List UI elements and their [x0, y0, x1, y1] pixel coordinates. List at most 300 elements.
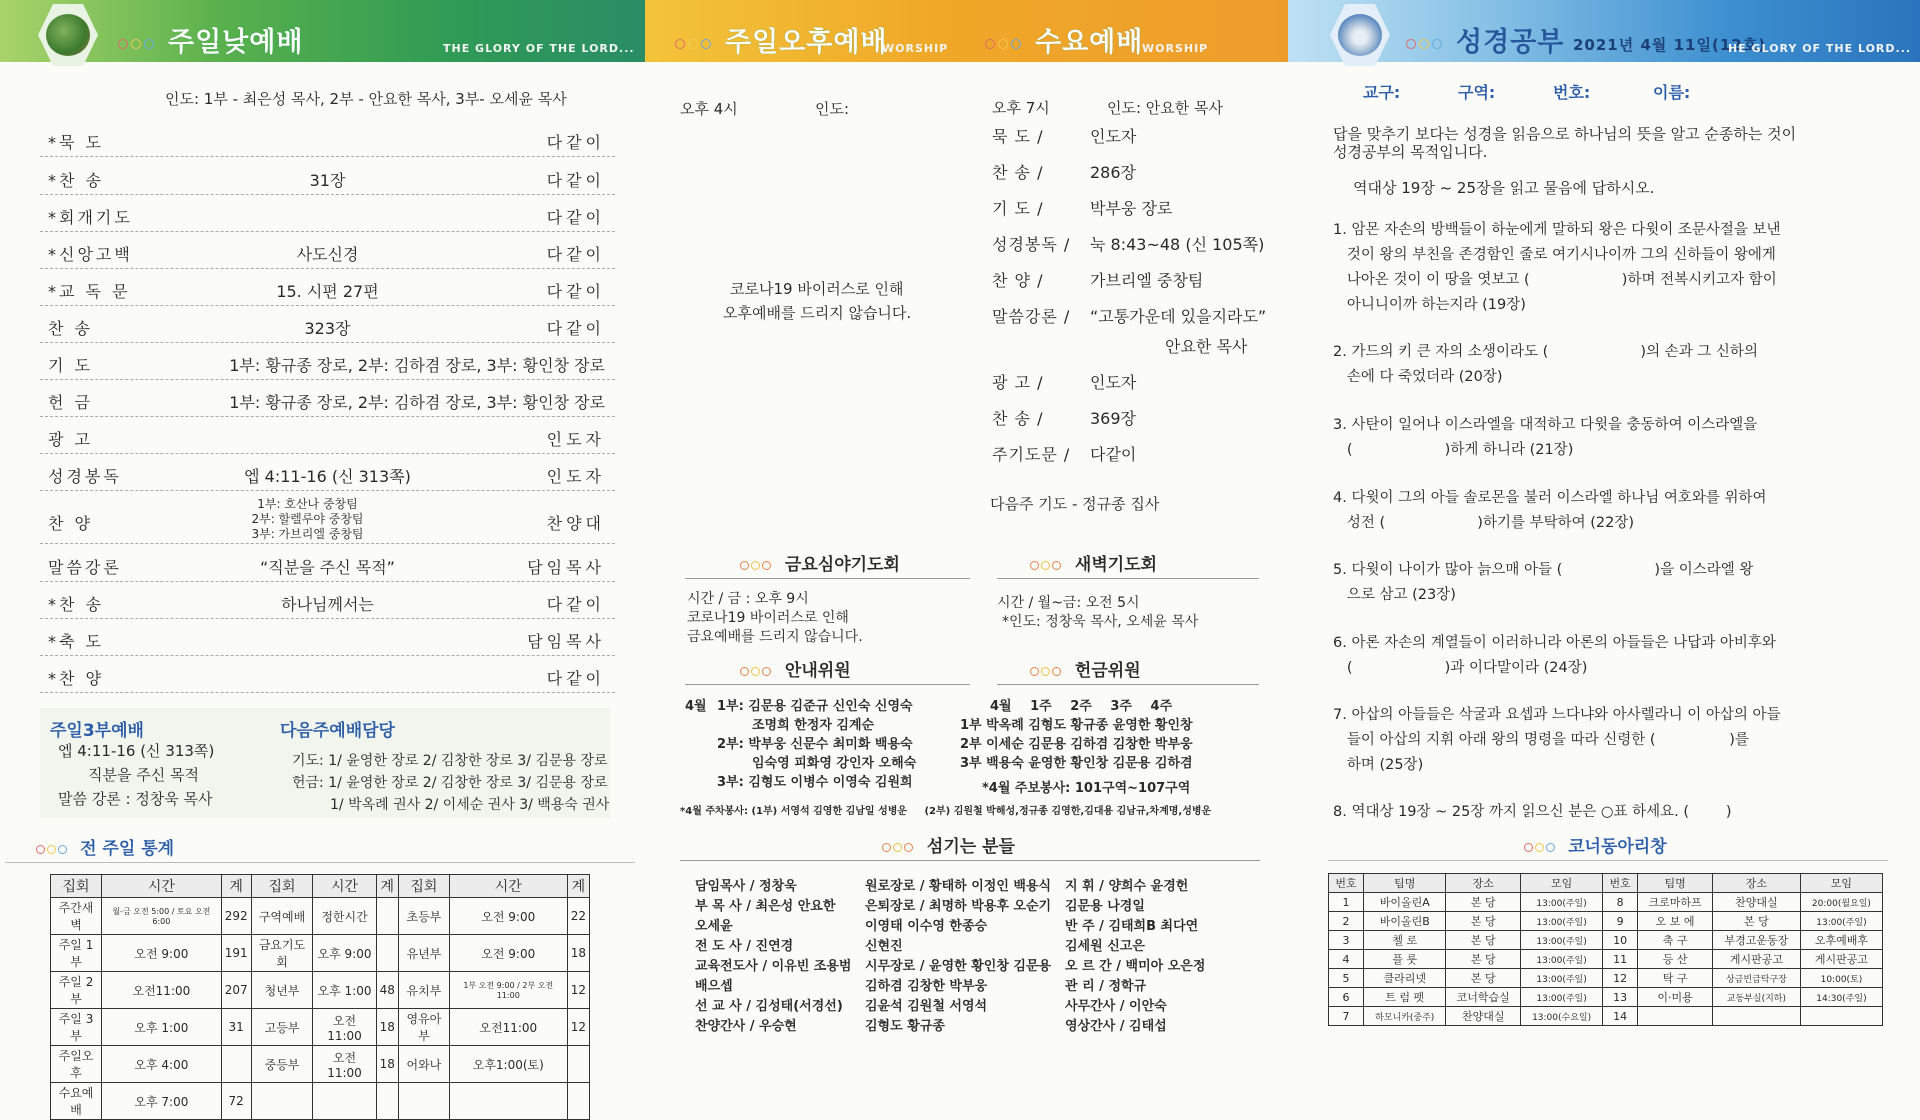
choir-heading — [1524, 832, 1667, 857]
table-cell: 본 당 — [1446, 912, 1521, 931]
bible-study-title: 성경공부 — [1456, 27, 1565, 58]
decorative-dots-icon — [675, 34, 714, 44]
table-cell: 중등부 — [251, 1046, 313, 1083]
offering-heading — [1030, 656, 1141, 681]
table-header-cell: 시간 — [449, 875, 567, 898]
table-cell: 주일 1부 — [51, 935, 102, 972]
table-cell: 11 — [1603, 950, 1638, 969]
worship-item-leader: 담임목사 — [527, 632, 605, 651]
table-cell: 7 — [1329, 1007, 1364, 1026]
divider — [997, 684, 1259, 685]
worship-item-leader: 다같이 — [546, 245, 605, 264]
decorative-dots-icon — [1406, 34, 1445, 44]
table-header-cell: 집회 — [398, 875, 449, 898]
table-header-cell: 집회 — [251, 875, 313, 898]
table-cell: 오전11:00 — [449, 1009, 567, 1046]
table-header-cell: 계 — [376, 875, 398, 898]
friday-time: 시간 / 금 : 오후 9시 — [687, 591, 809, 607]
divider — [685, 578, 970, 579]
afternoon-worship-banner — [645, 0, 1288, 62]
worship-item-content: 1부: 황규종 장로, 2부: 김하겸 장로, 3부: 황인창 장로 — [229, 356, 605, 375]
afternoon-leader: 인도: — [815, 100, 850, 118]
bible-study-banner — [1288, 0, 1920, 62]
student-field-label: 이름: — [1653, 83, 1691, 102]
afternoon-notice-2: 오후예배를 드리지 않습니다. — [723, 304, 912, 322]
table-cell: 트 럼 펫 — [1364, 988, 1446, 1007]
wednesday-item-label: 찬 송 / — [992, 409, 1044, 428]
table-cell: 오후예배후 — [1800, 931, 1882, 950]
wednesday-item-value: 눅 8:43~48 (신 105쪽) — [1090, 235, 1265, 254]
table-cell: 주일 2부 — [51, 972, 102, 1009]
worship-item-leader: 다같이 — [546, 282, 605, 301]
table-cell — [1800, 1007, 1882, 1026]
banner-subtitle: THE GLORY OF THE LORD... — [443, 42, 635, 55]
decorative-dots-icon — [740, 555, 773, 575]
guide-line-4: 임숙영 피화영 강인자 오해숙 — [752, 756, 917, 771]
choir-title: 코너동아리창 — [1568, 837, 1667, 857]
question: 3. 사탄이 일어나 이스라엘을 대적하고 다윗을 충동하여 이스라엘을 ( )하게 하니라 (21장) — [1333, 417, 1758, 458]
sunday-worship-banner — [0, 0, 645, 62]
worship-row — [40, 345, 615, 380]
table-cell: 주일오후 — [51, 1046, 102, 1083]
table-header-cell: 장소 — [1712, 874, 1800, 893]
worship-item-leader: 다같이 — [546, 595, 605, 614]
service-leaders: 인도: 1부 - 최은성 목사, 2부 - 안요한 목사, 3부- 오세윤 목사 — [165, 90, 567, 108]
table-row — [1329, 988, 1883, 1007]
worship-item-content: 엡 4:11-16 (신 313쪽) — [244, 467, 411, 486]
table-cell — [376, 935, 398, 972]
third-service-scripture: 엡 4:11-16 (신 313쪽) — [58, 742, 215, 760]
table-cell: 1부 오전 9:00 / 2부 오전 11:00 — [449, 972, 567, 1009]
worship-item-label: 광 고 — [48, 430, 93, 449]
table-cell: 13:00(주일) — [1521, 950, 1603, 969]
table-header-cell: 시간 — [313, 875, 376, 898]
worship-item-content: 323장 — [304, 319, 351, 338]
table-cell: 13:00(주일) — [1800, 912, 1882, 931]
table-header-cell: 계 — [221, 875, 251, 898]
worship-item-leader: 인도자 — [546, 430, 605, 449]
table-cell — [567, 1083, 589, 1120]
stats-title: 전 주일 통계 — [80, 839, 175, 859]
table-cell — [449, 1083, 567, 1120]
worship-item-label: *교 독 문 — [48, 282, 131, 301]
table-cell: 교동부실(지하) — [1712, 988, 1800, 1007]
table-cell: 207 — [221, 972, 251, 1009]
table-cell: 본 당 — [1446, 893, 1521, 912]
worship-tag: WORSHIP — [882, 42, 949, 55]
afternoon-time: 오후 4시 — [680, 100, 738, 118]
table-row — [51, 1009, 590, 1046]
wednesday-item-value: 박부웅 장로 — [1090, 199, 1173, 218]
guide-month: 4월 — [685, 699, 707, 714]
wednesday-item-value: 인도자 — [1090, 373, 1137, 392]
table-cell — [251, 1083, 313, 1120]
table-cell: 48 — [376, 972, 398, 1009]
table-cell: 오전11:00 — [102, 972, 222, 1009]
servant-line: 시무장로 / 윤영한 황인창 김문용 — [865, 959, 1052, 974]
offering-header: 4월 1주 2주 3주 4주 — [990, 699, 1173, 714]
table-cell: 8 — [1603, 893, 1638, 912]
servant-line: 반 주 / 김태희B 최다연 — [1065, 919, 1199, 934]
wednesday-item-label: 말씀강론 / — [992, 307, 1071, 326]
next-week-offering: 헌금: 1/ 윤영한 장로 2/ 김창한 장로 3/ 김문용 장로 — [292, 775, 608, 791]
servant-line: 사무간사 / 이안숙 — [1065, 999, 1167, 1014]
decorative-dots-icon — [1524, 837, 1557, 856]
table-cell: 오전11:00 — [313, 1046, 376, 1083]
wednesday-item-label: 기 도 / — [992, 199, 1044, 218]
parking-service: *4월 주차봉사: (1부) 서영석 김영한 김남일 성병운 (2부) 김원철 박해성,정규종 김영한,김대용 김남규,차계명,성병운 — [680, 806, 1212, 817]
worship-item-content: 31장 — [309, 171, 346, 190]
table-cell: 오전 9:00 — [449, 898, 567, 935]
table-cell: 6 — [1329, 988, 1364, 1007]
table-cell — [376, 1083, 398, 1120]
bulletin-service: *4월 주보봉사: 101구역~107구역 — [982, 781, 1191, 796]
wednesday-item-value: 인도자 — [1090, 127, 1137, 146]
worship-item-label: 찬 송 — [48, 319, 93, 338]
table-cell: 본 당 — [1446, 969, 1521, 988]
table-cell: 18 — [567, 935, 589, 972]
table-cell: 찬양대실 — [1446, 1007, 1521, 1026]
bible-study-column — [1288, 0, 1920, 1061]
worship-item-leader: 다같이 — [546, 171, 605, 190]
table-cell: 오후 7:00 — [102, 1083, 222, 1120]
question: 4. 다윗이 그의 아들 솔로몬을 불러 이스라엘 하나님 여호와를 위하여 성전 ( )하기를 부탁하여 (22장) — [1333, 490, 1767, 531]
worship-item-content: “직분을 주신 목적” — [260, 558, 395, 577]
worship-row — [40, 271, 615, 306]
table-cell: 초등부 — [398, 898, 449, 935]
worship-item-label: 기 도 — [48, 356, 93, 375]
servant-line: 영상간사 / 김태섭 — [1065, 1019, 1167, 1034]
table-cell: 등 산 — [1638, 950, 1713, 969]
table-cell: 12 — [567, 972, 589, 1009]
table-cell — [376, 898, 398, 935]
decorative-dots-icon — [1030, 555, 1063, 575]
servant-line: 선 교 사 / 김성태(서경선) — [695, 999, 843, 1014]
table-cell: 31 — [221, 1009, 251, 1046]
offering-line-2: 2부 이세순 김문용 김하겸 김창한 박부웅 — [960, 737, 1193, 752]
worship-item-label: 말씀강론 — [48, 558, 122, 577]
table-cell: 수요예배 — [51, 1083, 102, 1120]
worship-item-leader: 다같이 — [546, 133, 605, 152]
servant-line: 찬양간사 / 우승현 — [695, 1019, 797, 1034]
table-cell: 오전 9:00 — [102, 935, 222, 972]
worship-item-leader: 다같이 — [546, 319, 605, 338]
third-service-preacher: 말씀 강론 : 정창욱 목사 — [58, 790, 213, 808]
worship-item-label: 헌 금 — [48, 393, 93, 412]
wednesday-item-value: 369장 — [1090, 409, 1136, 428]
servant-line: 원로장로 / 황태하 이정인 백용식 — [865, 879, 1052, 894]
sunday-worship-column — [0, 0, 645, 1117]
worship-item-content: 1부: 호산나 중창팀 2부: 할렐루야 중창팀 3부: 가브리엘 중창팀 — [251, 497, 364, 541]
table-cell — [1638, 1007, 1713, 1026]
table-row — [1329, 969, 1883, 988]
table-header-cell: 번호 — [1329, 874, 1364, 893]
worship-item-label: *회개기도 — [48, 208, 133, 227]
question: 6. 아론 자손의 계열들이 이러하니라 아론의 아들들은 나답과 아비후와 ( )과 이다말이라 (24장) — [1333, 635, 1776, 676]
banner-subtitle: HE GLORY OF THE LORD... — [1728, 42, 1912, 55]
intro-line-2: 성경공부의 목적입니다. — [1333, 143, 1488, 161]
decorative-dots-icon — [740, 661, 773, 681]
instruction: 역대상 19장 ~ 25장을 읽고 물음에 답하시오. — [1353, 179, 1655, 197]
table-row — [1329, 912, 1883, 931]
wednesday-time: 오후 7시 — [992, 99, 1050, 117]
worship-item-label: *축 도 — [48, 632, 104, 651]
attendance-table — [50, 874, 590, 1120]
servant-line: 김세원 신고은 — [1065, 939, 1145, 954]
table-cell: 13:00(주일) — [1521, 912, 1603, 931]
worship-row — [40, 495, 615, 544]
intro-line-1: 답을 맞추기 보다는 성경을 읽음으로 하나님의 뜻을 알고 순종하는 것이 — [1333, 125, 1797, 143]
afternoon-worship-title: 주일오후예배 — [725, 27, 888, 58]
servants-title: 섬기는 분들 — [926, 837, 1015, 857]
table-cell: 13:00(주일) — [1521, 988, 1603, 1007]
worship-row — [40, 382, 615, 417]
decorative-dots-icon — [36, 839, 69, 858]
worship-row — [40, 621, 615, 656]
table-row — [51, 1046, 590, 1083]
servant-line: 담임목사 / 정창욱 — [695, 879, 797, 894]
servant-line: 이영태 이수영 한종승 — [865, 919, 988, 934]
table-cell: 상금빈급탁구장 — [1712, 969, 1800, 988]
table-cell: 1 — [1329, 893, 1364, 912]
clubs-table — [1328, 873, 1883, 1026]
servant-line: 관 리 / 정학규 — [1065, 979, 1147, 994]
table-cell: 바이올린B — [1364, 912, 1446, 931]
question: 2. 가드의 키 큰 자의 소생이라도 ( )의 손과 그 신하의 손에 다 죽었더라 (20장) — [1333, 344, 1758, 385]
afternoon-notice-1: 코로나19 바이러스로 인해 — [730, 280, 904, 298]
table-cell: 플 룻 — [1364, 950, 1446, 969]
table-cell: 금요기도회 — [251, 935, 313, 972]
heart-hands-logo-icon — [1330, 4, 1390, 66]
table-cell: 오후 4:00 — [102, 1046, 222, 1083]
table-cell: 10:00(토) — [1800, 969, 1882, 988]
wednesday-item-label: 광 고 / — [992, 373, 1044, 392]
table-cell: 9 — [1603, 912, 1638, 931]
servant-line: 교육전도사 / 이유빈 조용범 — [695, 959, 852, 974]
divider — [1328, 860, 1888, 861]
worship-row — [40, 419, 615, 454]
table-header-cell: 집회 — [51, 875, 102, 898]
worship-row — [40, 122, 615, 157]
worship-item-content: 하나님께서는 — [281, 595, 374, 614]
offering-line-1: 1부 박옥례 김형도 황규종 윤영한 황인창 — [960, 718, 1193, 733]
servant-line: 은퇴장로 / 최명하 박용후 오순기 — [865, 899, 1052, 914]
table-cell: 오전 9:00 — [449, 935, 567, 972]
table-row — [51, 898, 590, 935]
worship-row — [40, 234, 615, 269]
table-cell: 구역예배 — [251, 898, 313, 935]
worship-item-content: 1부: 황규종 장로, 2부: 김하겸 장로, 3부: 황인창 장로 — [229, 393, 605, 412]
worship-item-label: 성경봉독 — [48, 467, 122, 486]
table-cell: 14:30(주일) — [1800, 988, 1882, 1007]
worship-item-leader: 인도자 — [546, 467, 605, 486]
table-cell: 오후 1:00 — [102, 1009, 222, 1046]
question: 5. 다윗이 나이가 많아 늙으매 아들 ( )을 이스라엘 왕 으로 삼고 (23장) — [1333, 562, 1754, 603]
table-row — [51, 1083, 590, 1120]
third-service-sermon: 직분을 주신 목적 — [88, 766, 199, 784]
table-cell: 292 — [221, 898, 251, 935]
table-header-cell: 모임 — [1521, 874, 1603, 893]
wednesday-item-label: 찬 양 / — [992, 271, 1044, 290]
table-cell: 72 — [221, 1083, 251, 1120]
decorative-dots-icon — [985, 34, 1024, 44]
wednesday-item-value: “고통가운데 있을지라도” — [1090, 307, 1267, 326]
table-cell: 코너학습실 — [1446, 988, 1521, 1007]
table-cell: 어와나 — [398, 1046, 449, 1083]
table-cell: 유치부 — [398, 972, 449, 1009]
table-cell: 13 — [1603, 988, 1638, 1007]
table-cell: 영유아부 — [398, 1009, 449, 1046]
table-cell — [398, 1083, 449, 1120]
table-header-cell: 장소 — [1446, 874, 1521, 893]
decorative-dots-icon — [118, 34, 157, 44]
table-cell: 게시판공고 — [1800, 950, 1882, 969]
table-cell: 주일 3부 — [51, 1009, 102, 1046]
wednesday-item-label: 주기도문 / — [992, 445, 1071, 464]
servant-line: 지 휘 / 양희수 윤경헌 — [1065, 879, 1189, 894]
worship-item-label: *묵 도 — [48, 133, 104, 152]
bulletin-date: 2021년 4월 11일(12호) — [1573, 36, 1767, 54]
table-row — [1329, 893, 1883, 912]
plant-hands-logo-icon — [38, 4, 98, 66]
table-cell: 부경고운동장 — [1712, 931, 1800, 950]
wednesday-item-label: 묵 도 / — [992, 127, 1044, 146]
table-cell: 본 당 — [1712, 912, 1800, 931]
wednesday-item-label: 찬 송 / — [992, 163, 1044, 182]
table-cell: 바이올린A — [1364, 893, 1446, 912]
worship-row — [40, 547, 615, 582]
table-cell: 18 — [376, 1009, 398, 1046]
table-cell: 하모니카(중주) — [1364, 1007, 1446, 1026]
worship-item-leader: 다같이 — [546, 208, 605, 227]
table-cell: 본 당 — [1446, 950, 1521, 969]
worship-item-label: *찬 송 — [48, 595, 104, 614]
worship-row — [40, 658, 615, 693]
table-cell: 유년부 — [398, 935, 449, 972]
wednesday-item-label: 성경봉독 / — [992, 235, 1071, 254]
table-cell: 13:00(주일) — [1521, 931, 1603, 950]
table-cell: 20:00(월요일) — [1800, 893, 1882, 912]
servant-line: 김문용 나경일 — [1065, 899, 1145, 914]
table-cell: 오전11:00 — [313, 1009, 376, 1046]
table-cell: 5 — [1329, 969, 1364, 988]
worship-item-leader: 다같이 — [546, 669, 605, 688]
servant-line: 부 목 사 / 최은성 안요한 — [695, 899, 836, 914]
table-cell: 12 — [1603, 969, 1638, 988]
table-cell: 4 — [1329, 950, 1364, 969]
table-cell: 정한시간 — [313, 898, 376, 935]
guide-line-1: 1부: 김문용 김준규 신인숙 신영숙 — [717, 699, 913, 714]
table-cell: 청년부 — [251, 972, 313, 1009]
next-week-prayer: 다음주 기도 - 정규종 집사 — [990, 495, 1160, 513]
student-field-label: 교구: — [1363, 83, 1401, 102]
table-row — [51, 935, 590, 972]
worship-item-content: 15. 시편 27편 — [276, 282, 379, 301]
table-cell: 고등부 — [251, 1009, 313, 1046]
table-cell: 12 — [567, 1009, 589, 1046]
table-cell: 크로마하프 — [1638, 893, 1713, 912]
table-header-cell: 번호 — [1603, 874, 1638, 893]
stats-heading — [36, 834, 174, 859]
friday-notice-1: 코로나19 바이러스로 인해 — [687, 610, 849, 626]
guide-heading — [740, 656, 851, 681]
worship-item-label: *찬 송 — [48, 171, 104, 190]
dawn-prayer-title: 새벽기도회 — [1074, 555, 1158, 575]
friday-prayer-title: 금요심야기도회 — [784, 555, 900, 575]
worship-item-label: 찬 양 — [48, 514, 93, 533]
worship-item-leader: 찬양대 — [546, 514, 605, 533]
worship-item-label: *찬 양 — [48, 669, 104, 688]
servant-line: 전 도 사 / 진연경 — [695, 939, 794, 954]
student-field-label: 구역: — [1458, 83, 1496, 102]
dawn-time: 시간 / 월~금: 오전 5시 — [997, 595, 1140, 611]
worship-item-leader: 담임목사 — [527, 558, 605, 577]
guide-title: 안내위원 — [784, 661, 851, 681]
wednesday-item-value: 다같이 — [1090, 445, 1137, 464]
worship-tag: WORSHIP — [1142, 42, 1209, 55]
wednesday-item-value: 가브리엘 중창팀 — [1090, 271, 1204, 290]
table-row — [1329, 931, 1883, 950]
guide-line-5: 3부: 김형도 이병수 이영숙 김원희 — [717, 775, 913, 790]
next-week-offering-2: 1/ 박옥례 권사 2/ 이세순 권사 3/ 백용숙 권사 — [330, 797, 610, 813]
table-cell — [313, 1083, 376, 1120]
divider — [685, 684, 970, 685]
divider — [997, 578, 1259, 579]
table-cell: 13:00(수요일) — [1521, 1007, 1603, 1026]
student-field-label: 번호: — [1553, 83, 1591, 102]
servant-line: 신현진 — [865, 939, 903, 954]
table-cell: 탁 구 — [1638, 969, 1713, 988]
table-cell — [567, 1046, 589, 1083]
servant-line: 김형도 황규종 — [865, 1019, 945, 1034]
table-cell: 2 — [1329, 912, 1364, 931]
dawn-prayer-heading — [1030, 550, 1157, 575]
table-header-cell: 시간 — [102, 875, 222, 898]
table-cell: 오후1:00(토) — [449, 1046, 567, 1083]
third-service-title: 주일3부예배 — [50, 721, 144, 741]
next-week-title: 다음주예배담당 — [280, 721, 395, 741]
servant-line: 김하겸 김창한 박부웅 — [865, 979, 988, 994]
afternoon-wednesday-column — [645, 0, 1288, 1061]
table-cell: 첼 로 — [1364, 931, 1446, 950]
servant-line: 오세윤 — [695, 919, 733, 934]
table-row — [1329, 1007, 1883, 1026]
wednesday-item-value: 안요한 목사 — [1165, 337, 1248, 356]
table-header-cell: 팀명 — [1364, 874, 1446, 893]
table-cell: 이·미용 — [1638, 988, 1713, 1007]
worship-row — [40, 456, 615, 491]
wednesday-worship-title: 수요예배 — [1035, 27, 1144, 58]
offering-title: 헌금위원 — [1074, 661, 1141, 681]
table-cell — [221, 1046, 251, 1083]
table-header-cell: 팀명 — [1638, 874, 1713, 893]
table-cell: 클라리넷 — [1364, 969, 1446, 988]
wednesday-item-value: 286장 — [1090, 163, 1136, 182]
question: 7. 아삽의 아들들은 삭굴과 요셉과 느다냐와 아사렐라니 이 아삽의 아들 들이 아삽의 지휘 아래 왕의 명령을 따라 신령한 ( )를 하며 (25장) — [1333, 707, 1781, 773]
servant-line: 배으셉 — [695, 979, 733, 994]
question: 1. 암몬 자손의 방백들이 하눈에게 말하되 왕은 다윗이 조문사절을 보낸 것이 왕의 부친을 존경함인 줄로 여기시나이까 그의 신하들이 왕에게 나아온 것이 이 땅을 엿보고 ( )하며 전복시키고자 함이 아니니이까 하는지라 (19장) — [1333, 222, 1781, 313]
table-cell: 10 — [1603, 931, 1638, 950]
guide-line-2: 조명희 한정자 김계순 — [752, 718, 875, 733]
table-cell: 찬양대실 — [1712, 893, 1800, 912]
question: 8. 역대상 19장 ~ 25장 까지 읽으신 분은 ○표 하세요. ( ) — [1333, 804, 1732, 820]
servant-line: 오 르 간 / 백미아 오은정 — [1065, 959, 1206, 974]
table-cell — [1712, 1007, 1800, 1026]
servants-heading — [882, 832, 1015, 857]
table-cell: 게시판공고 — [1712, 950, 1800, 969]
table-header-cell: 모임 — [1800, 874, 1882, 893]
servant-line: 김윤석 김원철 서영석 — [865, 999, 988, 1014]
